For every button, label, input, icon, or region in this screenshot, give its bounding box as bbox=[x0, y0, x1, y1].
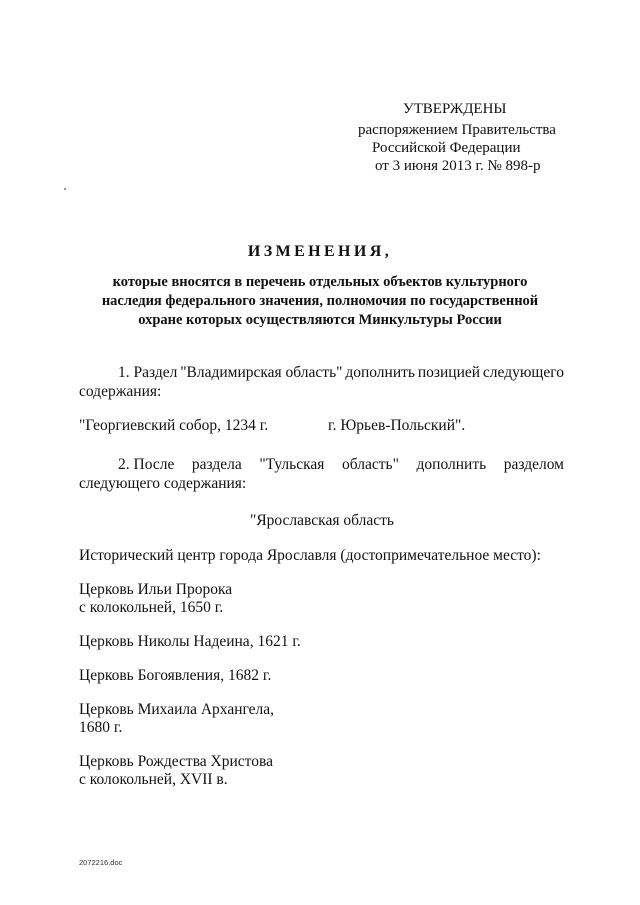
item-2-word: разделом bbox=[503, 456, 564, 473]
item-2-line-1 bbox=[118, 455, 564, 474]
item-2-line-2: следующего содержания: bbox=[79, 475, 247, 492]
church-entry-line-2: 1680 г. bbox=[79, 719, 123, 736]
church-entry-line-1: Церковь Богоявления, 1682 г. bbox=[79, 667, 272, 684]
church-entry-line-1: Церковь Михаила Архангела, bbox=[79, 701, 275, 718]
item-1-entry-name: "Георгиевский собор, 1234 г. bbox=[79, 417, 269, 434]
church-entry-line-2: с колокольней, XVII в. bbox=[79, 771, 228, 788]
document-subtitle-line-3: охране которых осуществляются Минкультуры России bbox=[138, 312, 502, 328]
section-heading: "Ярославская область bbox=[250, 512, 394, 529]
church-entry-line-1: Церковь Ильи Пророка bbox=[79, 581, 233, 598]
item-2-word: раздела bbox=[191, 456, 242, 473]
item-2-word: область" bbox=[342, 456, 399, 473]
item-1-word: позицией bbox=[417, 364, 481, 381]
approval-line-4: от 3 июня 2013 г. № 898-р bbox=[375, 158, 541, 174]
item-1-line-2: содержания: bbox=[79, 383, 162, 400]
church-entry-line-1: Церковь Рождества Христова bbox=[79, 753, 273, 770]
item-1-word: "Владимирская область" bbox=[180, 364, 343, 381]
document-subtitle-line-2: наследия федерального значения, полномочия по государственной bbox=[101, 293, 539, 309]
document-subtitle-line-1: которые вносятся в перечень отдельных объектов культурного bbox=[112, 274, 528, 290]
section-subheading: Исторический центр города Ярославля (достопримечательное место): bbox=[79, 547, 541, 564]
item-1-entry-place: г. Юрьев-Польский". bbox=[328, 417, 466, 434]
item-2-word: дополнить bbox=[416, 456, 487, 473]
approval-title: УТВЕРЖДЕНЫ bbox=[403, 101, 507, 117]
approval-line-2: распоряжением Правительства bbox=[358, 122, 556, 138]
scan-speck bbox=[64, 188, 66, 190]
item-1-word: следующего bbox=[482, 364, 564, 381]
approval-line-3: Российской Федерации bbox=[372, 140, 521, 156]
item-1-word: дополнить bbox=[345, 364, 415, 381]
footer-filename: 2072216.doc bbox=[79, 858, 123, 867]
document-title: ИЗМЕНЕНИЯ, bbox=[247, 243, 393, 260]
item-2-word: 2. После bbox=[118, 456, 175, 473]
item-1-word: 1. Раздел bbox=[118, 364, 178, 381]
church-entry-line-1: Церковь Николы Надеина, 1621 г. bbox=[79, 633, 301, 650]
item-1-line-1 bbox=[118, 363, 564, 382]
item-2-word: "Тульская bbox=[259, 456, 325, 473]
church-entry-line-2: с колокольней, 1650 г. bbox=[79, 599, 224, 616]
